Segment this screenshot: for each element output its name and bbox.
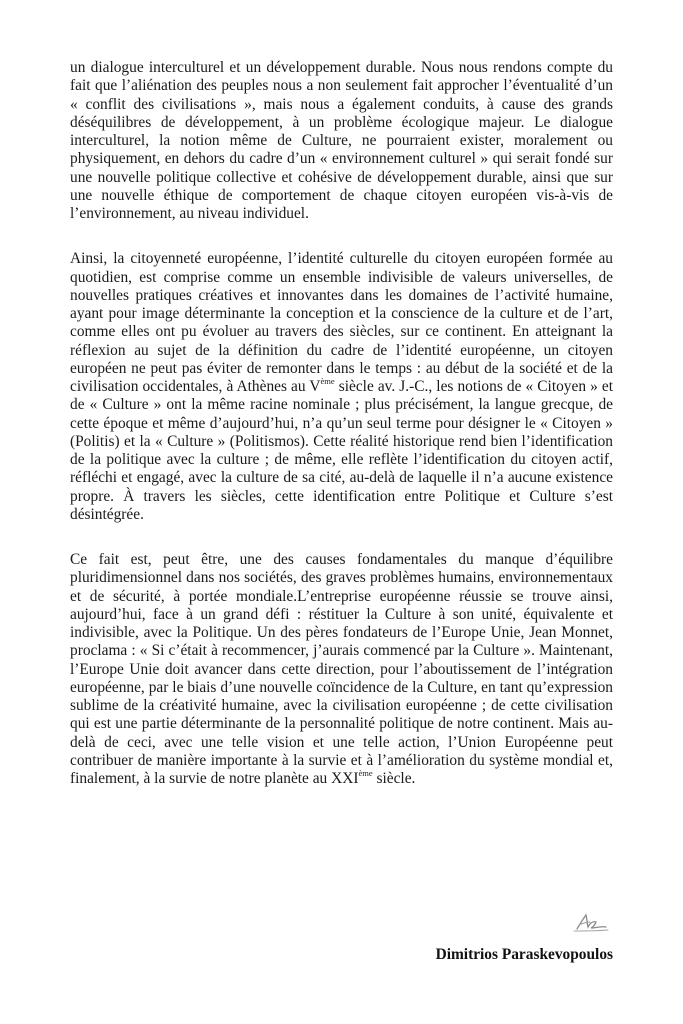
handwritten-signature-icon [571,910,611,934]
document-body [70,59,613,788]
paragraph-1: un dialogue interculturel et un développement durable. Nous nous rendons compte du fait que l’aliénation des peuples nous a non seulement fait approcher l’éventualité d’un « conflit des civilisations », mais nous a également conduits, à cause des grands déséquilibres de développement, à un problème écologique majeur. Le dialogue interculturel, la notion même de Culture, ne pourraient exister, moralement ou physiquement, en dehors du cadre d’un « environnement culturel » qui serait fondé sur une nouvelle politique collective et cohésive de développement durable, ainsi que sur une nouvelle éthique de comportement de chaque citoyen européen vis-à-vis de l’environnement, au niveau individuel. [70,59,613,222]
paragraph-2-text-after: siècle av. J.-C., les notions de « Citoyen » et de « Culture » ont la même racine nominale ; plus précisément, la langue grecque, de cette époque et même d’aujourd’hui, n’a qu’un seul terme pour désigner le « Citoyen » (Politis) et la « Culture » (Politismos). Cette réalité historique rend bien l’identification de la politique avec la culture ; de même, elle reflète l’identification du citoyen actif, réfléchi et engagé, avec la culture de sa cité, au-delà de laquelle il n’a aucune existence propre. À travers les siècles, cette identification entre Politique et Culture s’est désintégrée. [70,378,613,523]
century-superscript: ème [358,767,373,778]
century-superscript: ème [320,375,335,386]
author-name: Dimitrios Paraskevopoulos [435,946,613,963]
paragraph-3-text-after: siècle. [372,770,416,787]
paragraph-2 [70,250,613,524]
paragraph-3 [70,551,613,788]
paragraph-3-text-before: Ce fait est, peut être, une des causes fondamentales du manque d’équilibre pluridimensionnel dans nos sociétés, des graves problèmes humains, environnementaux et de sécurité, à portée mondiale.L’entreprise européenne réussie se trouve ainsi, aujourd’hui, face à un grand défi : réstituer la Culture à son unité, équivalente et indivisible, avec la Politique. Un des pères fondateurs de l’Europe Unie, Jean Monnet, proclama : « Si c’était à recommencer, j’aurais commencé par la Culture ». Maintenant, l’Europe Unie doit avancer dans cette direction, pour l’aboutissement de l’intégration européenne, par le biais d’une nouvelle coïncidence de la Culture, en tant qu’expression sublime de la créativité humaine, avec la civilisation européenne ; de cette civilisation qui est une partie déterminante de la personnalité politique de notre continent. Mais au-delà de ceci, avec une telle vision et une telle action, l’Union Européenne peut contribuer de manière importante à la survie et à l’amélioration du système mondial et, finalement, à la survie de notre planète au XXI [70,551,613,787]
paragraph-2-text-before: Ainsi, la citoyenneté européenne, l’identité culturelle du citoyen européen formée au quotidien, est comprise comme un ensemble indivisible de valeurs universelles, de nouvelles pratiques créatives et innovantes dans les domaines de l’activité humaine, ayant pour image déterminante la conception et la conscience de la culture et de l’art, comme elles ont pu évoluer au travers des siècles, sur ce continent. En atteignant la réflexion au sujet de la définition du cadre de l’identité européenne, un citoyen européen ne peut pas éviter de remonter dans le temps : au début de la société et de la civilisation occidentales, à Athènes au V [70,250,613,395]
